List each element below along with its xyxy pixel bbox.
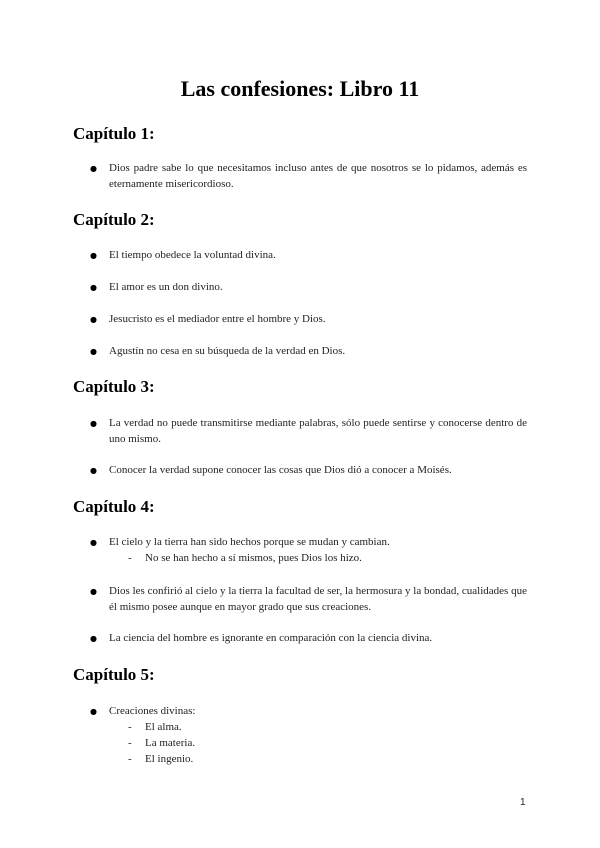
- chapter-3-heading: Capítulo 3:: [73, 377, 155, 396]
- bullet: ●: [90, 587, 97, 596]
- chapter-5-heading: Capítulo 5:: [73, 665, 155, 684]
- dash-marker: -: [128, 737, 132, 749]
- bullet: ●: [90, 707, 97, 716]
- chapter-5-item-1: Creaciones divinas:: [109, 705, 196, 717]
- chapter-5-item-1-sub-3: El ingenio.: [145, 753, 194, 765]
- bullet: ●: [90, 419, 97, 428]
- chapter-5-item-1-sub-1: El alma.: [145, 721, 182, 733]
- chapter-1-item-1: Dios padre sabe lo que necesitamos incluso antes de que nosotros se lo pidamos, además es eternamente misericordioso.: [109, 162, 527, 190]
- bullet: ●: [90, 164, 97, 173]
- dash-marker: -: [128, 721, 132, 733]
- chapter-4-item-1: El cielo y la tierra han sido hechos porque se mudan y cambian.: [109, 536, 390, 548]
- bullet: ●: [90, 283, 97, 292]
- document-title: Las confesiones: Libro 11: [180, 76, 420, 101]
- bullet: ●: [90, 315, 97, 324]
- chapter-2-item-1: El tiempo obedece la voluntad divina.: [109, 249, 276, 261]
- chapter-2-heading: Capítulo 2:: [73, 210, 155, 229]
- chapter-3-item-1: La verdad no puede transmitirse mediante palabras, sólo puede sentirse y conocerse dentro de uno mismo.: [109, 417, 527, 445]
- page-number: 1: [520, 797, 526, 808]
- chapter-2-item-2: El amor es un don divino.: [109, 281, 223, 293]
- chapter-4-item-1-sub-1: No se han hecho a sí mismos, pues Dios los hizo.: [145, 552, 362, 564]
- chapter-2-item-3: Jesucristo es el mediador entre el hombre y Dios.: [109, 313, 326, 325]
- chapter-4-heading: Capítulo 4:: [73, 497, 155, 516]
- chapter-2-item-4: Agustín no cesa en su búsqueda de la verdad en Dios.: [109, 345, 346, 357]
- bullet: ●: [90, 466, 97, 475]
- bullet: ●: [90, 347, 97, 356]
- dash-marker: -: [128, 552, 132, 564]
- chapter-1-heading: Capítulo 1:: [73, 124, 155, 143]
- chapter-4-item-2: Dios les confirió al cielo y la tierra la facultad de ser, la hermosura y la bondad, cualidades que él mismo posee aunque en mayor grado que sus creaciones.: [109, 585, 527, 613]
- bullet: ●: [90, 634, 97, 643]
- bullet: ●: [90, 538, 97, 547]
- chapter-5-item-1-sub-2: La materia.: [145, 737, 196, 749]
- chapter-3-item-2: Conocer la verdad supone conocer las cosas que Dios dió a conocer a Moisés.: [109, 464, 452, 476]
- dash-marker: -: [128, 753, 132, 765]
- chapter-4-item-3: La ciencia del hombre es ignorante en comparación con la ciencia divina.: [109, 632, 433, 644]
- bullet: ●: [90, 251, 97, 260]
